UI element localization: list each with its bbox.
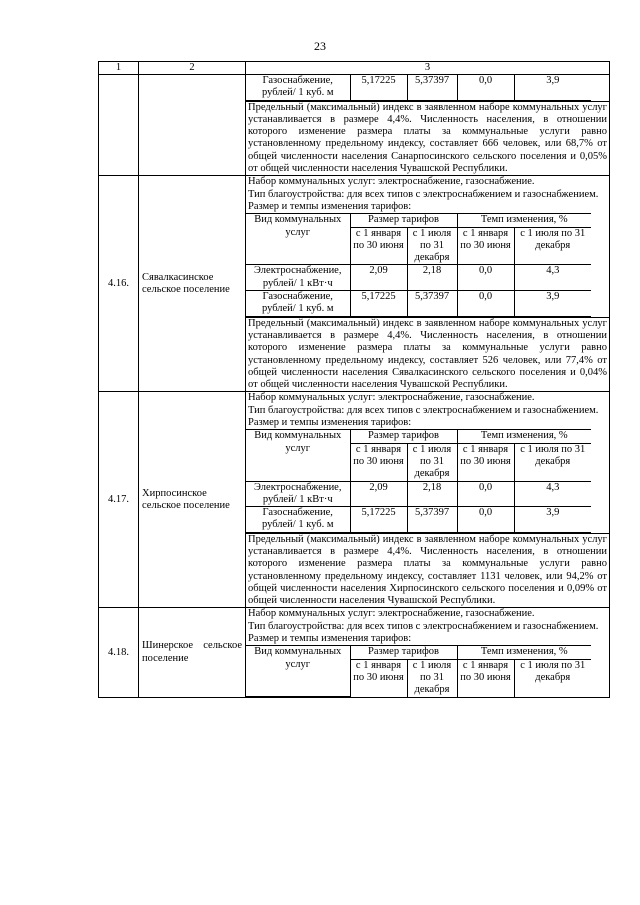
col-rate-header: Темп изменения, %	[457, 430, 591, 443]
tariff-subtable	[246, 75, 591, 101]
table-row	[99, 392, 610, 608]
tariff-value: 2,18	[407, 265, 457, 291]
settlement-name: Шинерское сельское поселение	[139, 608, 246, 698]
period-header: с 1 января по 30 июня	[350, 227, 407, 265]
period-header: с 1 июля по 31 декабря	[514, 443, 591, 481]
rate-value: 0,0	[457, 481, 514, 507]
elec-label: Электроснабжение, рублей/ 1 кВт·ч	[246, 265, 350, 291]
table-row	[99, 176, 610, 392]
header-col-1: 1	[99, 62, 139, 75]
improvement-text: Тип благоустройства: для всех типов с электроснабжением и газоснабжением.	[248, 404, 599, 416]
services-text: Набор коммунальных услуг: электроснабжение, газоснабжение.	[248, 392, 535, 404]
col-type-header: Вид коммунальных услуг	[246, 214, 350, 265]
period-header: с 1 января по 30 июня	[350, 443, 407, 481]
gas-label: Газоснабжение, рублей/ 1 куб. м	[246, 291, 350, 317]
col-rate-header: Темп изменения, %	[457, 646, 591, 659]
tariff-value: 5,17225	[350, 291, 407, 317]
tariff-value: 5,37397	[407, 507, 457, 533]
elec-label: Электроснабжение, рублей/ 1 кВт·ч	[246, 481, 350, 507]
col-type-header: Вид коммунальных услуг	[246, 646, 350, 697]
row-number: 4.18.	[99, 608, 139, 698]
period-header: с 1 января по 30 июня	[350, 659, 407, 696]
period-header: с 1 января по 30 июня	[457, 227, 514, 265]
gas-label: Газоснабжение, рублей/ 1 куб. м	[246, 507, 350, 533]
col-rate-header: Темп изменения, %	[457, 214, 591, 227]
period-header: с 1 июля по 31 декабря	[407, 659, 457, 696]
improvement-text: Тип благоустройства: для всех типов с электроснабжением и газоснабжением.	[248, 620, 599, 632]
tariff-value: 5,17225	[350, 75, 407, 100]
table-row	[99, 608, 610, 698]
settlement-name: Хирпосинское сельское поселение	[139, 392, 246, 608]
tariff-subtable	[246, 429, 591, 532]
rate-value: 3,9	[514, 75, 591, 100]
rate-value: 3,9	[514, 507, 591, 533]
row-number: 4.16.	[99, 176, 139, 392]
tariff-value: 2,09	[350, 481, 407, 507]
tariffs-title: Размер и темпы изменения тарифов:	[248, 200, 412, 212]
tariff-value: 5,37397	[407, 75, 457, 100]
rate-value: 0,0	[457, 265, 514, 291]
index-paragraph: Предельный (максимальный) индекс в заявленном наборе коммунальных услуг устанавливается в размере 4,4%. Численность населения, в отношении которого изменение размера платы за коммунальные услуги равно установленному предельному индексу, составляет 526 человек, или 77,4% от общей численности населения Сявалкасинского сельского поселения и 0,04% от общей численности населения Чувашской Республики.	[248, 317, 607, 391]
header-col-2: 2	[139, 62, 246, 75]
tariffs-title: Размер и темпы изменения тарифов:	[248, 633, 412, 645]
index-paragraph: Предельный (максимальный) индекс в заявленном наборе коммунальных услуг устанавливается в размере 4,4%. Численность населения, в отношении которого изменение размера платы за коммунальные услуги равно установленному предельному индексу, составляет 1131 человек, или 94,2% от общей численности населения Хирпосинского сельского поселения и 0,09% от общей численности населения Чувашской Республики.	[248, 533, 607, 607]
period-header: с 1 января по 30 июня	[457, 659, 514, 696]
rate-value: 3,9	[514, 291, 591, 317]
tariff-value: 2,09	[350, 265, 407, 291]
rate-value: 0,0	[457, 507, 514, 533]
tariff-value: 2,18	[407, 481, 457, 507]
page-number: 23	[314, 39, 326, 53]
period-header: с 1 июля по 31 декабря	[407, 227, 457, 265]
period-header: с 1 июля по 31 декабря	[407, 443, 457, 481]
tariff-value: 5,17225	[350, 507, 407, 533]
services-text: Набор коммунальных услуг: электроснабжение, газоснабжение.	[248, 608, 535, 620]
services-text: Набор коммунальных услуг: электроснабжение, газоснабжение.	[248, 176, 535, 188]
period-header: с 1 июля по 31 декабря	[514, 659, 591, 696]
period-header: с 1 января по 30 июня	[457, 443, 514, 481]
index-paragraph: Предельный (максимальный) индекс в заявленном наборе коммунальных услуг устанавливается в размере 4,4%. Численность населения, в отношении которого изменение размера платы за коммунальные услуги равно установленному предельному индексу, составляет 666 человек, или 68,7% от общей численности населения Санарпосинского сельского поселения и 0,05% от общей численности населения Чувашской Республики.	[248, 101, 607, 175]
tariff-subtable	[246, 645, 591, 697]
tariff-subtable	[246, 213, 591, 316]
col-type-header: Вид коммунальных услуг	[246, 430, 350, 481]
col-size-header: Размер тарифов	[350, 430, 457, 443]
table-row	[99, 75, 610, 176]
gas-label: Газоснабжение, рублей/ 1 куб. м	[246, 75, 350, 100]
header-col-3: 3	[246, 62, 610, 75]
row-number: 4.17.	[99, 392, 139, 608]
rate-value: 0,0	[457, 291, 514, 317]
period-header: с 1 июля по 31 декабря	[514, 227, 591, 265]
rate-value: 4,3	[514, 481, 591, 507]
settlement-name: Сявалкасинское сельское поселение	[139, 176, 246, 392]
tariff-table	[98, 61, 610, 698]
tariffs-title: Размер и темпы изменения тарифов:	[248, 417, 412, 429]
rate-value: 0,0	[457, 75, 514, 100]
header-row	[99, 62, 610, 75]
col-size-header: Размер тарифов	[350, 214, 457, 227]
col-size-header: Размер тарифов	[350, 646, 457, 659]
improvement-text: Тип благоустройства: для всех типов с электроснабжением и газоснабжением.	[248, 188, 599, 200]
rate-value: 4,3	[514, 265, 591, 291]
tariff-value: 5,37397	[407, 291, 457, 317]
